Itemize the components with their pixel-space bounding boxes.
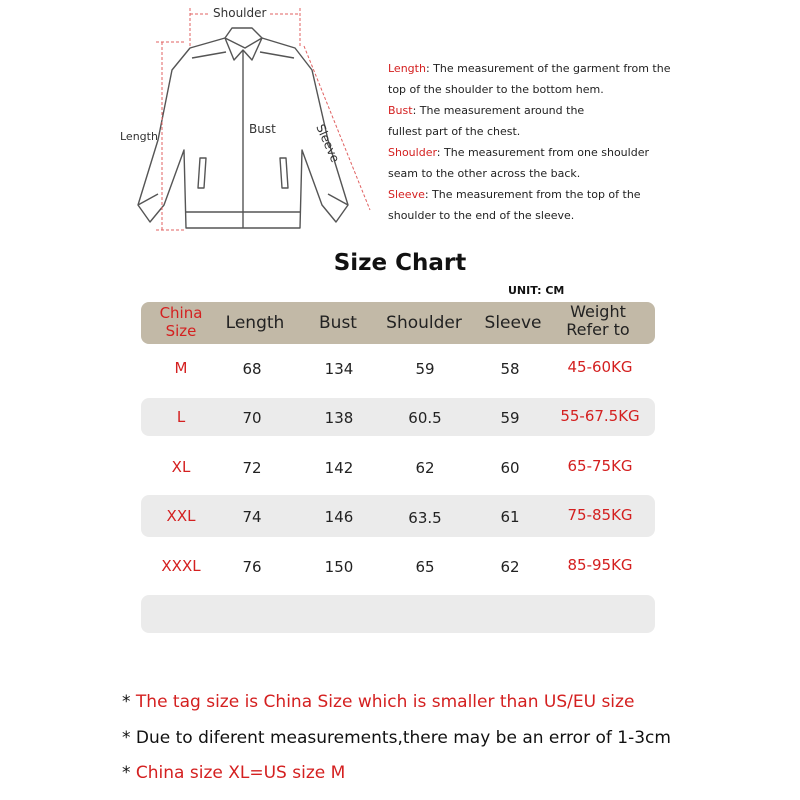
definition-term: Length — [388, 62, 426, 75]
header-length: Length — [225, 313, 285, 333]
size-cell: XL — [171, 458, 191, 476]
shoulder-cell: 65 — [415, 558, 435, 576]
note-item — [122, 692, 634, 712]
size-cell: L — [176, 408, 186, 426]
size-cell: XXXL — [161, 557, 201, 575]
header-text: Refer to — [566, 320, 630, 339]
shoulder-cell: 59 — [415, 360, 435, 378]
bust-label: Bust — [249, 122, 276, 136]
note-item — [122, 763, 345, 783]
weight-cell: 55-67.5KG — [560, 407, 640, 425]
size-cell: M — [174, 359, 188, 377]
note-bullet: * — [122, 692, 136, 712]
header-text: Size — [165, 322, 197, 340]
sleeve-cell: 62 — [500, 558, 520, 576]
bust-cell: 134 — [324, 360, 354, 378]
definition-text: : The measurement from one shoulder — [436, 146, 649, 159]
bust-cell: 142 — [324, 459, 354, 477]
definition-shoulder — [388, 142, 788, 184]
sleeve-cell: 60 — [500, 459, 520, 477]
sleeve-cell: 59 — [500, 409, 520, 427]
bust-cell: 150 — [324, 558, 354, 576]
header-text: China — [159, 304, 203, 322]
note-text: China size XL=US size M — [135, 763, 346, 783]
sleeve-label: Sleeve — [313, 122, 343, 165]
bust-cell: 146 — [324, 508, 354, 526]
header-china-size — [160, 304, 203, 340]
sleeve-cell: 58 — [500, 360, 520, 378]
length-cell: 74 — [242, 508, 262, 526]
size-cell: XXL — [166, 507, 196, 525]
length-cell: 72 — [242, 459, 262, 477]
jacket-illustration — [100, 0, 400, 240]
note-bullet: * — [122, 728, 136, 748]
length-label: Length — [120, 130, 158, 143]
weight-cell: 85-95KG — [567, 556, 633, 574]
shoulder-cell: 60.5 — [408, 409, 442, 427]
shoulder-cell: 63.5 — [408, 509, 442, 527]
definition-text: seam to the other across the back. — [388, 167, 581, 180]
shoulder-cell: 62 — [415, 459, 435, 477]
note-item — [122, 728, 671, 748]
weight-cell: 65-75KG — [567, 457, 633, 475]
definition-term: Shoulder — [388, 146, 437, 159]
bust-cell: 138 — [324, 409, 354, 427]
length-cell: 76 — [242, 558, 262, 576]
definition-text: shoulder to the end of the sleeve. — [388, 209, 575, 222]
definition-length — [388, 58, 788, 100]
definition-sleeve — [388, 184, 788, 226]
shoulder-label: Shoulder — [210, 6, 269, 20]
weight-cell: 75-85KG — [567, 506, 633, 524]
definition-text: : The measurement from the top of the — [424, 188, 641, 201]
header-shoulder: Shoulder — [386, 313, 462, 333]
header-weight — [566, 303, 629, 339]
length-cell: 70 — [242, 409, 262, 427]
length-cell: 68 — [242, 360, 262, 378]
table-row-bg — [141, 595, 655, 633]
definition-text: : The measurement around the — [412, 104, 585, 117]
jacket-diagram — [100, 0, 400, 240]
definition-text: fullest part of the chest. — [388, 125, 521, 138]
note-bullet: * — [122, 763, 136, 783]
note-text: Due to diferent measurements,there may be an error of 1-3cm — [135, 728, 671, 748]
header-bust: Bust — [319, 313, 357, 333]
page-title: Size Chart — [333, 250, 467, 276]
unit-label: UNIT: CM — [508, 284, 565, 297]
definition-text: : The measurement of the garment from the — [425, 62, 671, 75]
definition-term: Sleeve — [388, 188, 425, 201]
note-text: The tag size is China Size which is smaller than US/EU size — [135, 692, 635, 712]
sleeve-cell: 61 — [500, 508, 520, 526]
measurement-definitions — [388, 58, 788, 226]
weight-cell: 45-60KG — [567, 358, 633, 376]
definition-term: Bust — [388, 104, 413, 117]
header-text: Weight — [570, 302, 626, 321]
definition-bust — [388, 100, 788, 142]
header-sleeve: Sleeve — [484, 313, 542, 333]
definition-text: top of the shoulder to the bottom hem. — [388, 83, 604, 96]
